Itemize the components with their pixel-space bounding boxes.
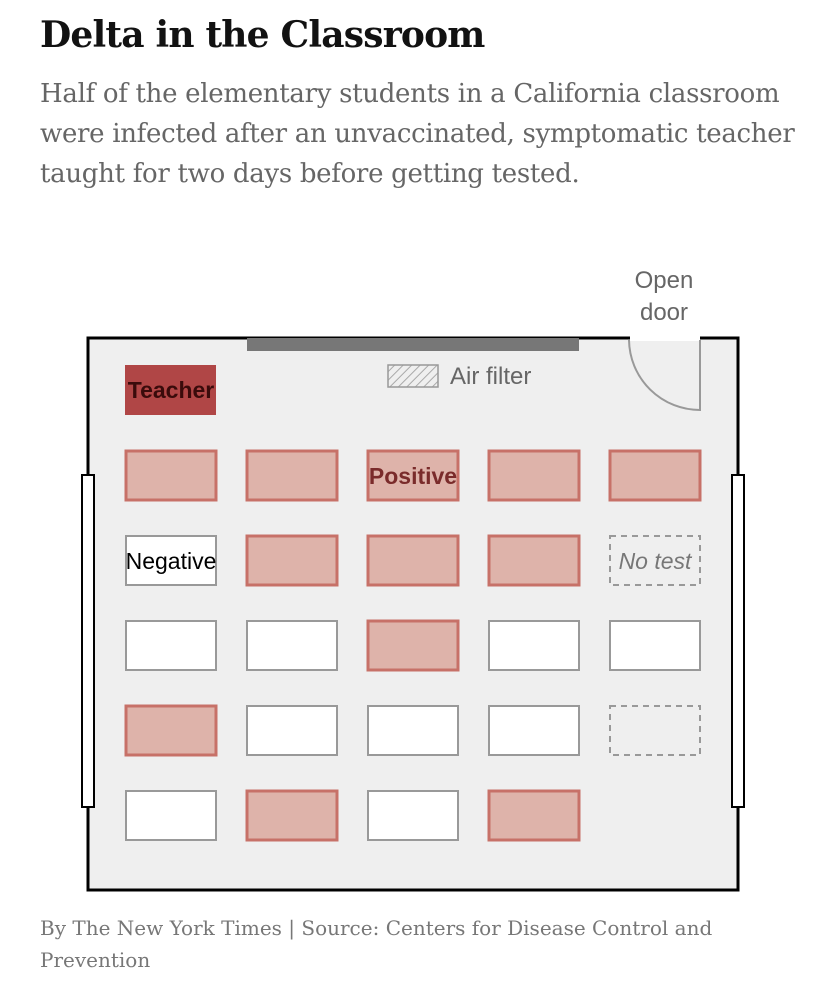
desk-negative-r4c3: [368, 706, 458, 755]
desk-positive-r5c2: [247, 791, 337, 840]
desk-positive-r1c4: [489, 451, 579, 500]
desk-positive-r5c4: [489, 791, 579, 840]
open-door-label-line1: Open: [634, 267, 694, 294]
no-test-label: No test: [618, 548, 692, 574]
desk-negative-r5c3: [368, 791, 458, 840]
desk-positive-r4c1: [126, 706, 216, 755]
teacher-label: Teacher: [127, 377, 215, 403]
desk-negative-r3c2: [247, 621, 337, 670]
whiteboard: [247, 338, 579, 351]
desk-negative-r4c2: [247, 706, 337, 755]
chart-title: Delta in the Classroom: [40, 14, 485, 56]
desk-positive-r1c2: [247, 451, 337, 500]
desk-positive-r2c4: [489, 536, 579, 585]
desk-negative-r4c4: [489, 706, 579, 755]
desk-positive-r3c3: [368, 621, 458, 670]
air-filter-icon: [388, 365, 438, 387]
desk-negative-r3c5: [610, 621, 700, 670]
classroom-diagram: [0, 250, 821, 905]
open-door-label-line2: door: [639, 299, 689, 326]
door-opening: [630, 336, 700, 341]
air-filter-label: Air filter: [450, 363, 532, 390]
desk-negative-r5c1: [126, 791, 216, 840]
left-window: [82, 475, 94, 807]
desk-negative-r3c4: [489, 621, 579, 670]
desk-negative-r3c1: [126, 621, 216, 670]
positive-label: Positive: [368, 463, 458, 489]
negative-label: Negative: [125, 548, 217, 574]
right-window: [732, 475, 744, 807]
chart-credit: By The New York Times | Source: Centers for Disease Control and Prevention: [40, 916, 713, 972]
desk-positive-r1c5: [610, 451, 700, 500]
chart-subtitle: Half of the elementary students in a California classroom were infected after an unvaccinated, symptomatic teacher taught for two days before getting tested.: [40, 79, 795, 189]
desk-positive-r1c1: [126, 451, 216, 500]
desk-positive-r2c3: [368, 536, 458, 585]
desk-positive-r2c2: [247, 536, 337, 585]
